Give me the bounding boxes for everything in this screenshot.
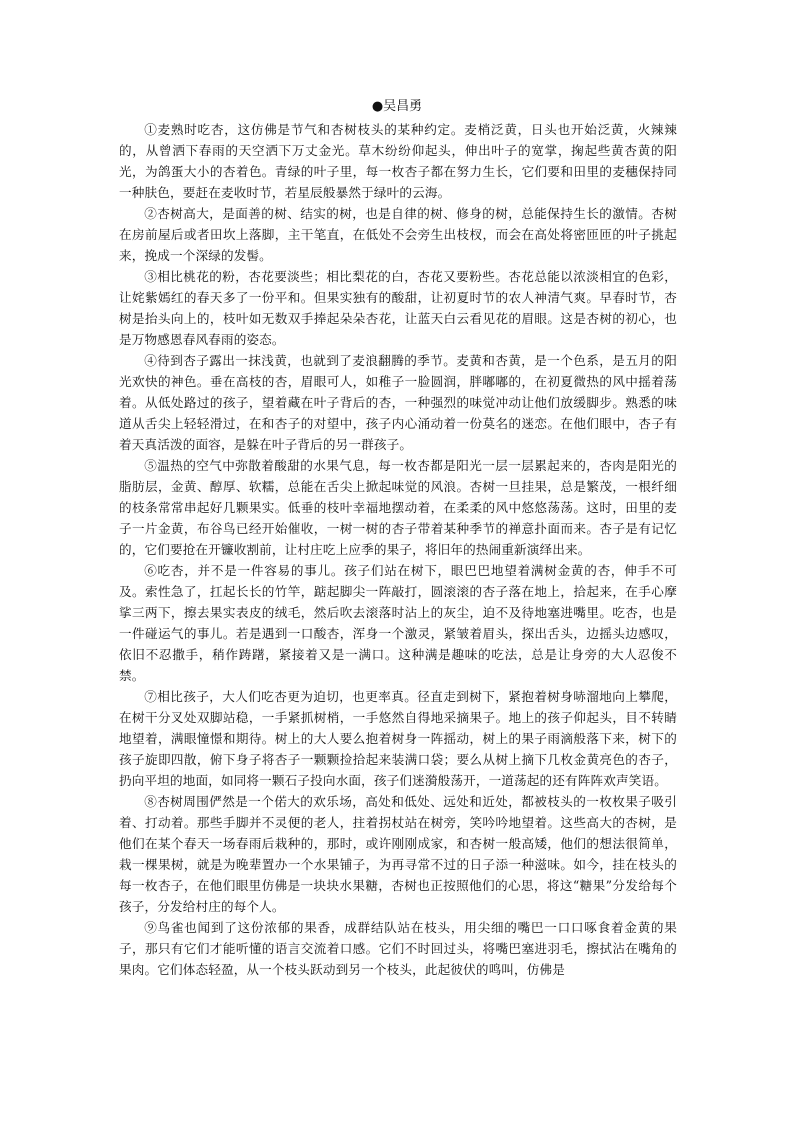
paragraph-5: ⑤温热的空气中弥散着酸甜的水果气息，每一枚杏都是阳光一层一层累起来的，杏肉是阳光的脂肪层，金黄、醇厚、软糯，总能在舌尖上掀起味觉的风浪。杏树一旦挂果，总是繁茂，一根纤细的枝条常常串起好几颗果实。低垂的枝叶幸福地摆动着，在柔柔的风中悠悠荡荡。这时，田里的麦子一片金黄，布谷鸟已经开始催收，一树一树的杏子带着某种季节的禅意扑面而来。杏子是有记忆的，它们要抢在开镰收割前，让村庄吃上应季的果子，将旧年的热闹重新演绎出来。 (119, 458, 677, 557)
article-body (119, 119, 677, 980)
paragraph-1: ①麦熟时吃杏，这仿佛是节气和杏树枝头的某种约定。麦梢泛黄，日头也开始泛黄，火辣辣的，从曾洒下春雨的天空洒下万丈金光。草木纷纷仰起头，伸出叶子的宽掌，掬起些黄杏黄的阳光，为鸽蛋大小的杏着色。青绿的叶子里，每一枚杏子都在努力生长，它们要和田里的麦穗保持同一种肤色，要赶在麦收时节，若星辰般暴然于绿叶的云海。 (119, 122, 677, 200)
paragraph-3: ③相比桃花的粉，杏花要淡些；相比梨花的白，杏花又要粉些。杏花总能以浓淡相宜的色彩，让姹紫嫣红的春天多了一份平和。但果实独有的酸甜，让初夏时节的农人神清气爽。早春时节，杏树是抬头向上的，枝叶如无数双手捧起朵朵杏花，让蓝天白云看见花的眉眼。这是杏树的初心，也是万物感恩春风春雨的姿态。 (119, 269, 677, 347)
paragraph-4: ④待到杏子露出一抹浅黄，也就到了麦浪翻腾的季节。麦黄和杏黄，是一个色系，是五月的阳光欢快的神色。垂在高枝的杏，眉眼可人，如稚子一脸圆润，胖嘟嘟的，在初夏微热的风中摇着荡着。从低处路过的孩子，望着藏在叶子背后的杏，一种强烈的味觉冲动让他们放缓脚步。熟悉的味道从舌尖上轻轻滑过，在和杏子的对望中，孩子内心涌动着一份莫名的迷恋。在他们眼中，杏子有着天真活泼的面容，是躲在叶子背后的另一群孩子。 (119, 353, 677, 452)
paragraph-7: ⑦相比孩子，大人们吃杏更为迫切，也更率真。径直走到树下，紧抱着树身哧溜地向上攀爬，在树干分叉处双脚站稳，一手紧抓树梢，一手悠然自得地采摘果子。地上的孩子仰起头，目不转睛地望着，满眼憧憬和期待。树上的大人要么抱着树身一阵摇动，树上的果子雨滴般落下来，树下的孩子旋即四散，俯下身子将杏子一颗颗捡拾起来装满口袋；要么从树上摘下几枚金黄亮色的杏子，扔向平坦的地面，如同将一颗石子投向水面，孩子们迷漪般荡开，一道荡起的还有阵阵欢声笑语。 (119, 689, 677, 788)
author-byline: ●吴昌勇 (371, 99, 423, 114)
paragraph-6: ⑥吃杏，并不是一件容易的事儿。孩子们站在树下，眼巴巴地望着满树金黄的杏，伸手不可及。索性急了，扛起长长的竹竿，踮起脚尖一阵敲打，圆滚滚的杏子落在地上，拾起来，在手心摩挲三两下，擦去果实表皮的绒毛，然后吹去滚落时沾上的灰尘，迫不及待地塞进嘴里。吃杏，也是一件碰运气的事儿。若是遇到一口酸杏，浑身一个激灵，紧皱着眉头，探出舌头，边摇头边感叹，依旧不忍撒手，稍作踌躇，紧接着又是一满口。这种满是趣味的吃法，总是让身旁的大人忍俊不禁。 (119, 563, 677, 683)
paragraph-8: ⑧杏树周围俨然是一个偌大的欢乐场，高处和低处、远处和近处，都被枝头的一枚枚果子吸引着、打动着。那些手脚并不灵便的老人，拄着拐杖站在树旁，笑吟吟地望着。这些高大的杏树，是他们在某个春天一场春雨后栽种的，那时，或许刚刚成家，和杏树一般高矮，他们的想法很简单，栽一棵果树，就是为晚辈置办一个水果铺子，为再寻常不过的日子添一种滋味。如今，挂在枝头的每一枚杏子，在他们眼里仿佛是一块块水果糖，杏树也正按照他们的心思，将这“糖果”分发给每个孩子，分发给村庄的每个人。 (119, 794, 677, 914)
paragraph-9: ⑨鸟雀也闻到了这份浓郁的果香，成群结队站在枝头，用尖细的嘴巴一口口啄食着金黄的果子，那只有它们才能听懂的语言交流着口感。它们不时回过头，将嘴巴塞进羽毛，擦拭沾在嘴角的果肉。它们体态轻盈，从一个枝头跃动到另一个枝头，此起彼伏的鸣叫，仿佛是 (119, 920, 677, 977)
paragraph-2: ②杏树高大，是面善的树、结实的树，也是自律的树、修身的树，总能保持生长的激情。杏树在房前屋后或者田坎上落脚，主干笔直，在低处不会旁生出枝杈，而会在高处将密匝匝的叶子挑起来，挽成一个深绿的发髻。 (119, 206, 677, 263)
